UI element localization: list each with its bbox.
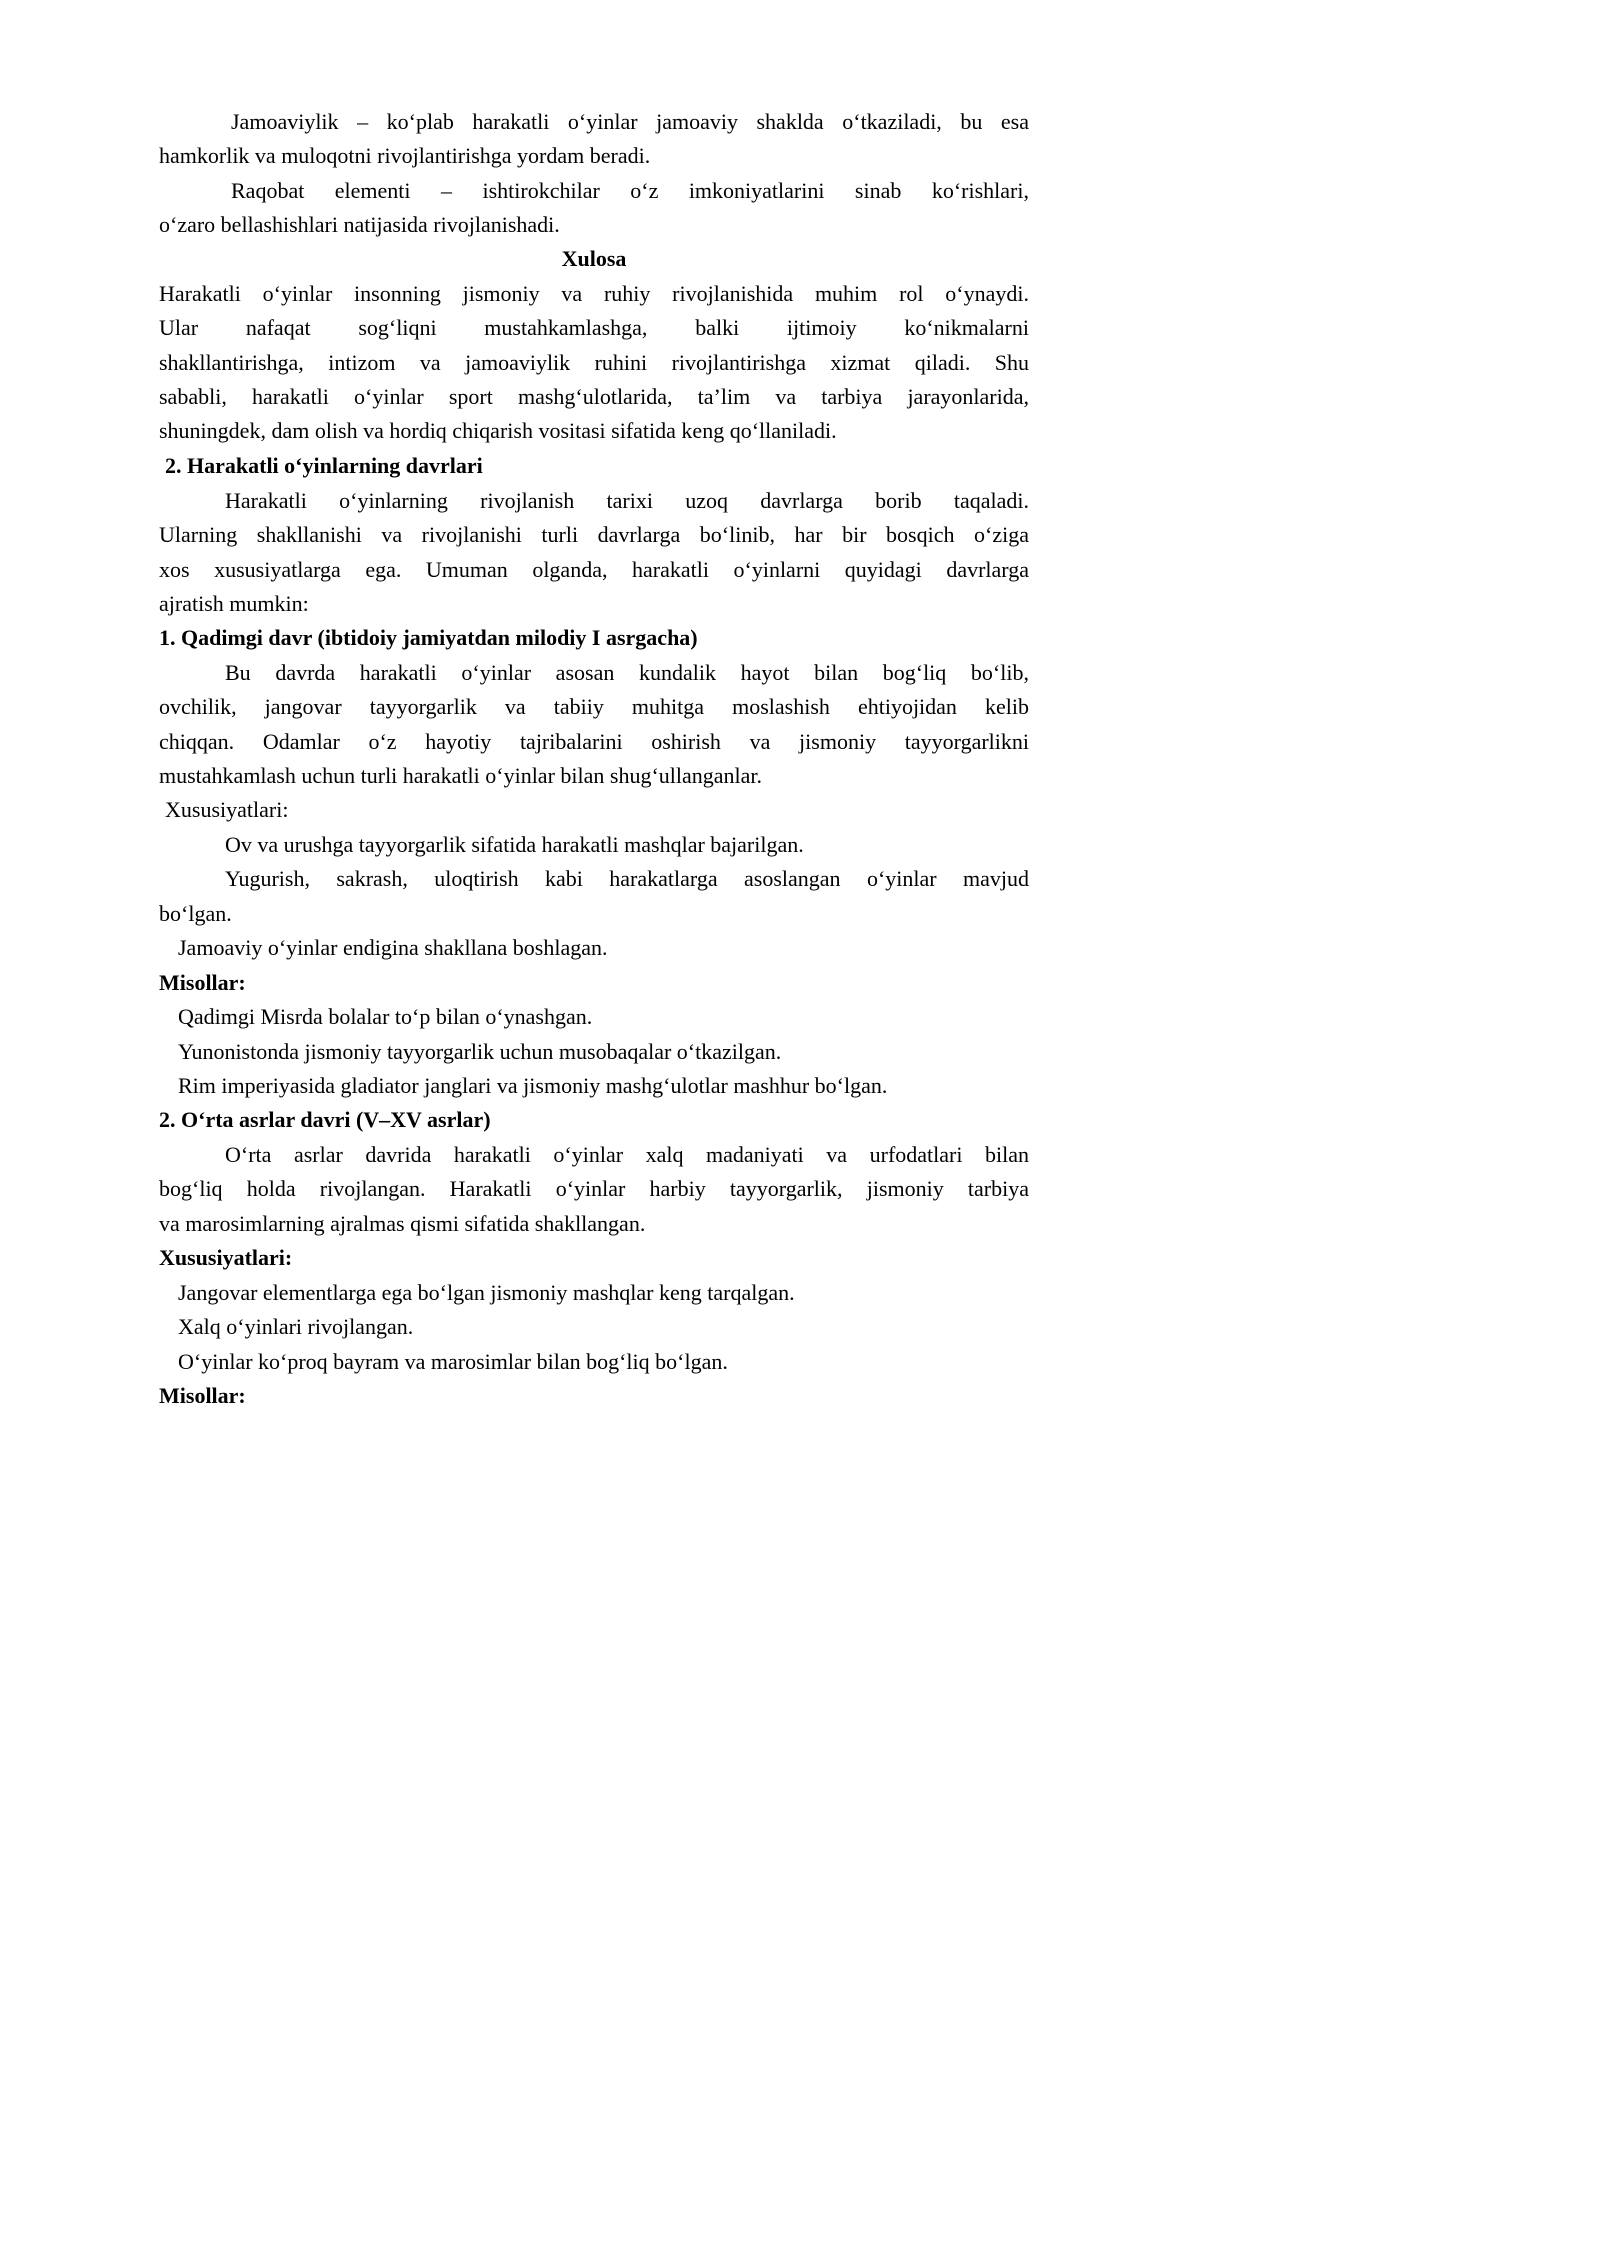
paragraph-line: xos xususiyatlarga ega. Umuman olganda, harakatli o‘yinlarni quyidagi davrlarga — [159, 557, 1029, 582]
paragraph-line: Harakatli o‘yinlar insonning jismoniy va ruhiy rivojlanishida muhim rol o‘ynaydi. — [159, 281, 1029, 306]
paragraph-line: ajratish mumkin: — [159, 591, 309, 616]
list-item: Yugurish, sakrash, uloqtirish kabi harakatlarga asoslangan o‘yinlar mavjud — [225, 866, 1029, 891]
section-heading: 2. Harakatli o‘yinlarning davrlari — [165, 453, 483, 478]
list-item: O‘yinlar ko‘proq bayram va marosimlar bilan bog‘liq bo‘lgan. — [178, 1349, 728, 1374]
paragraph-line: bog‘liq holda rivojlangan. Harakatli o‘yinlar harbiy tayyorgarlik, jismoniy tarbiya — [159, 1176, 1029, 1201]
paragraph-line: O‘rta asrlar davrida harakatli o‘yinlar xalq madaniyati va urfodatlari bilan — [225, 1142, 1029, 1167]
paragraph-line: Bu davrda harakatli o‘yinlar asosan kundalik hayot bilan bog‘liq bo‘lib, — [225, 660, 1029, 685]
paragraph-line: Ularning shakllanishi va rivojlanishi turli davrlarga bo‘linib, har bir bosqich o‘ziga — [159, 522, 1029, 547]
list-item: Jangovar elementlarga ega bo‘lgan jismoniy mashqlar keng tarqalgan. — [178, 1280, 795, 1305]
list-item: Xalq o‘yinlari rivojlangan. — [178, 1314, 414, 1339]
list-item: Jamoaviy o‘yinlar endigina shakllana boshlagan. — [178, 935, 608, 960]
list-item: Rim imperiyasida gladiator janglari va jismoniy mashg‘ulotlar mashhur bo‘lgan. — [178, 1073, 888, 1098]
paragraph-line: Jamoaviylik – ko‘plab harakatli o‘yinlar jamoaviy shaklda o‘tkaziladi, bu esa — [231, 109, 1029, 134]
paragraph-line: ovchilik, jangovar tayyorgarlik va tabiiy muhitga moslashish ehtiyojidan kelib — [159, 694, 1029, 719]
paragraph-line: mustahkamlash uchun turli harakatli o‘yinlar bilan shug‘ullanganlar. — [159, 763, 763, 788]
list-item-continuation: bo‘lgan. — [159, 901, 232, 926]
conclusion-heading: Xulosa — [561, 246, 627, 271]
list-item: Ov va urushga tayyorgarlik sifatida harakatli mashqlar bajarilgan. — [225, 832, 804, 857]
list-item: Qadimgi Misrda bolalar to‘p bilan o‘ynashgan. — [178, 1004, 593, 1029]
list-item: Yunonistonda jismoniy tayyorgarlik uchun musobaqalar o‘tkazilgan. — [178, 1039, 782, 1064]
paragraph-line: Harakatli o‘yinlarning rivojlanish tarixi uzoq davrlarga borib taqaladi. — [225, 488, 1029, 513]
document-page — [0, 0, 1098, 1552]
examples-label: Misollar: — [159, 970, 246, 995]
subsection-heading: 1. Qadimgi davr (ibtidoiy jamiyatdan milodiy I asrgacha) — [159, 625, 698, 650]
paragraph-line: shuningdek, dam olish va hordiq chiqarish vositasi sifatida keng qo‘llaniladi. — [159, 418, 837, 443]
paragraph-line: chiqqan. Odamlar o‘z hayotiy tajribalarini oshirish va jismoniy tayyorgarlikni — [159, 729, 1029, 754]
paragraph-line: Raqobat elementi – ishtirokchilar o‘z imkoniyatlarini sinab ko‘rishlari, — [231, 178, 1029, 203]
paragraph-line: o‘zaro bellashishlari natijasida rivojlanishadi. — [159, 212, 560, 237]
examples-label: Misollar: — [159, 1383, 246, 1408]
paragraph-line: hamkorlik va muloqotni rivojlantirishga yordam beradi. — [159, 143, 651, 168]
features-label: Xususiyatlari: — [159, 1245, 293, 1270]
features-label: Xususiyatlari: — [165, 797, 289, 822]
paragraph-line: sababli, harakatli o‘yinlar sport mashg‘ulotlarida, ta’lim va tarbiya jarayonlarida, — [159, 384, 1029, 409]
paragraph-line: va marosimlarning ajralmas qismi sifatida shakllangan. — [159, 1211, 646, 1236]
subsection-heading: 2. O‘rta asrlar davri (V–XV asrlar) — [159, 1107, 491, 1132]
paragraph-line: shakllantirishga, intizom va jamoaviylik ruhini rivojlantirishga xizmat qiladi. Shu — [159, 350, 1029, 375]
paragraph-line: Ular nafaqat sog‘liqni mustahkamlashga, balki ijtimoiy ko‘nikmalarni — [159, 315, 1029, 340]
